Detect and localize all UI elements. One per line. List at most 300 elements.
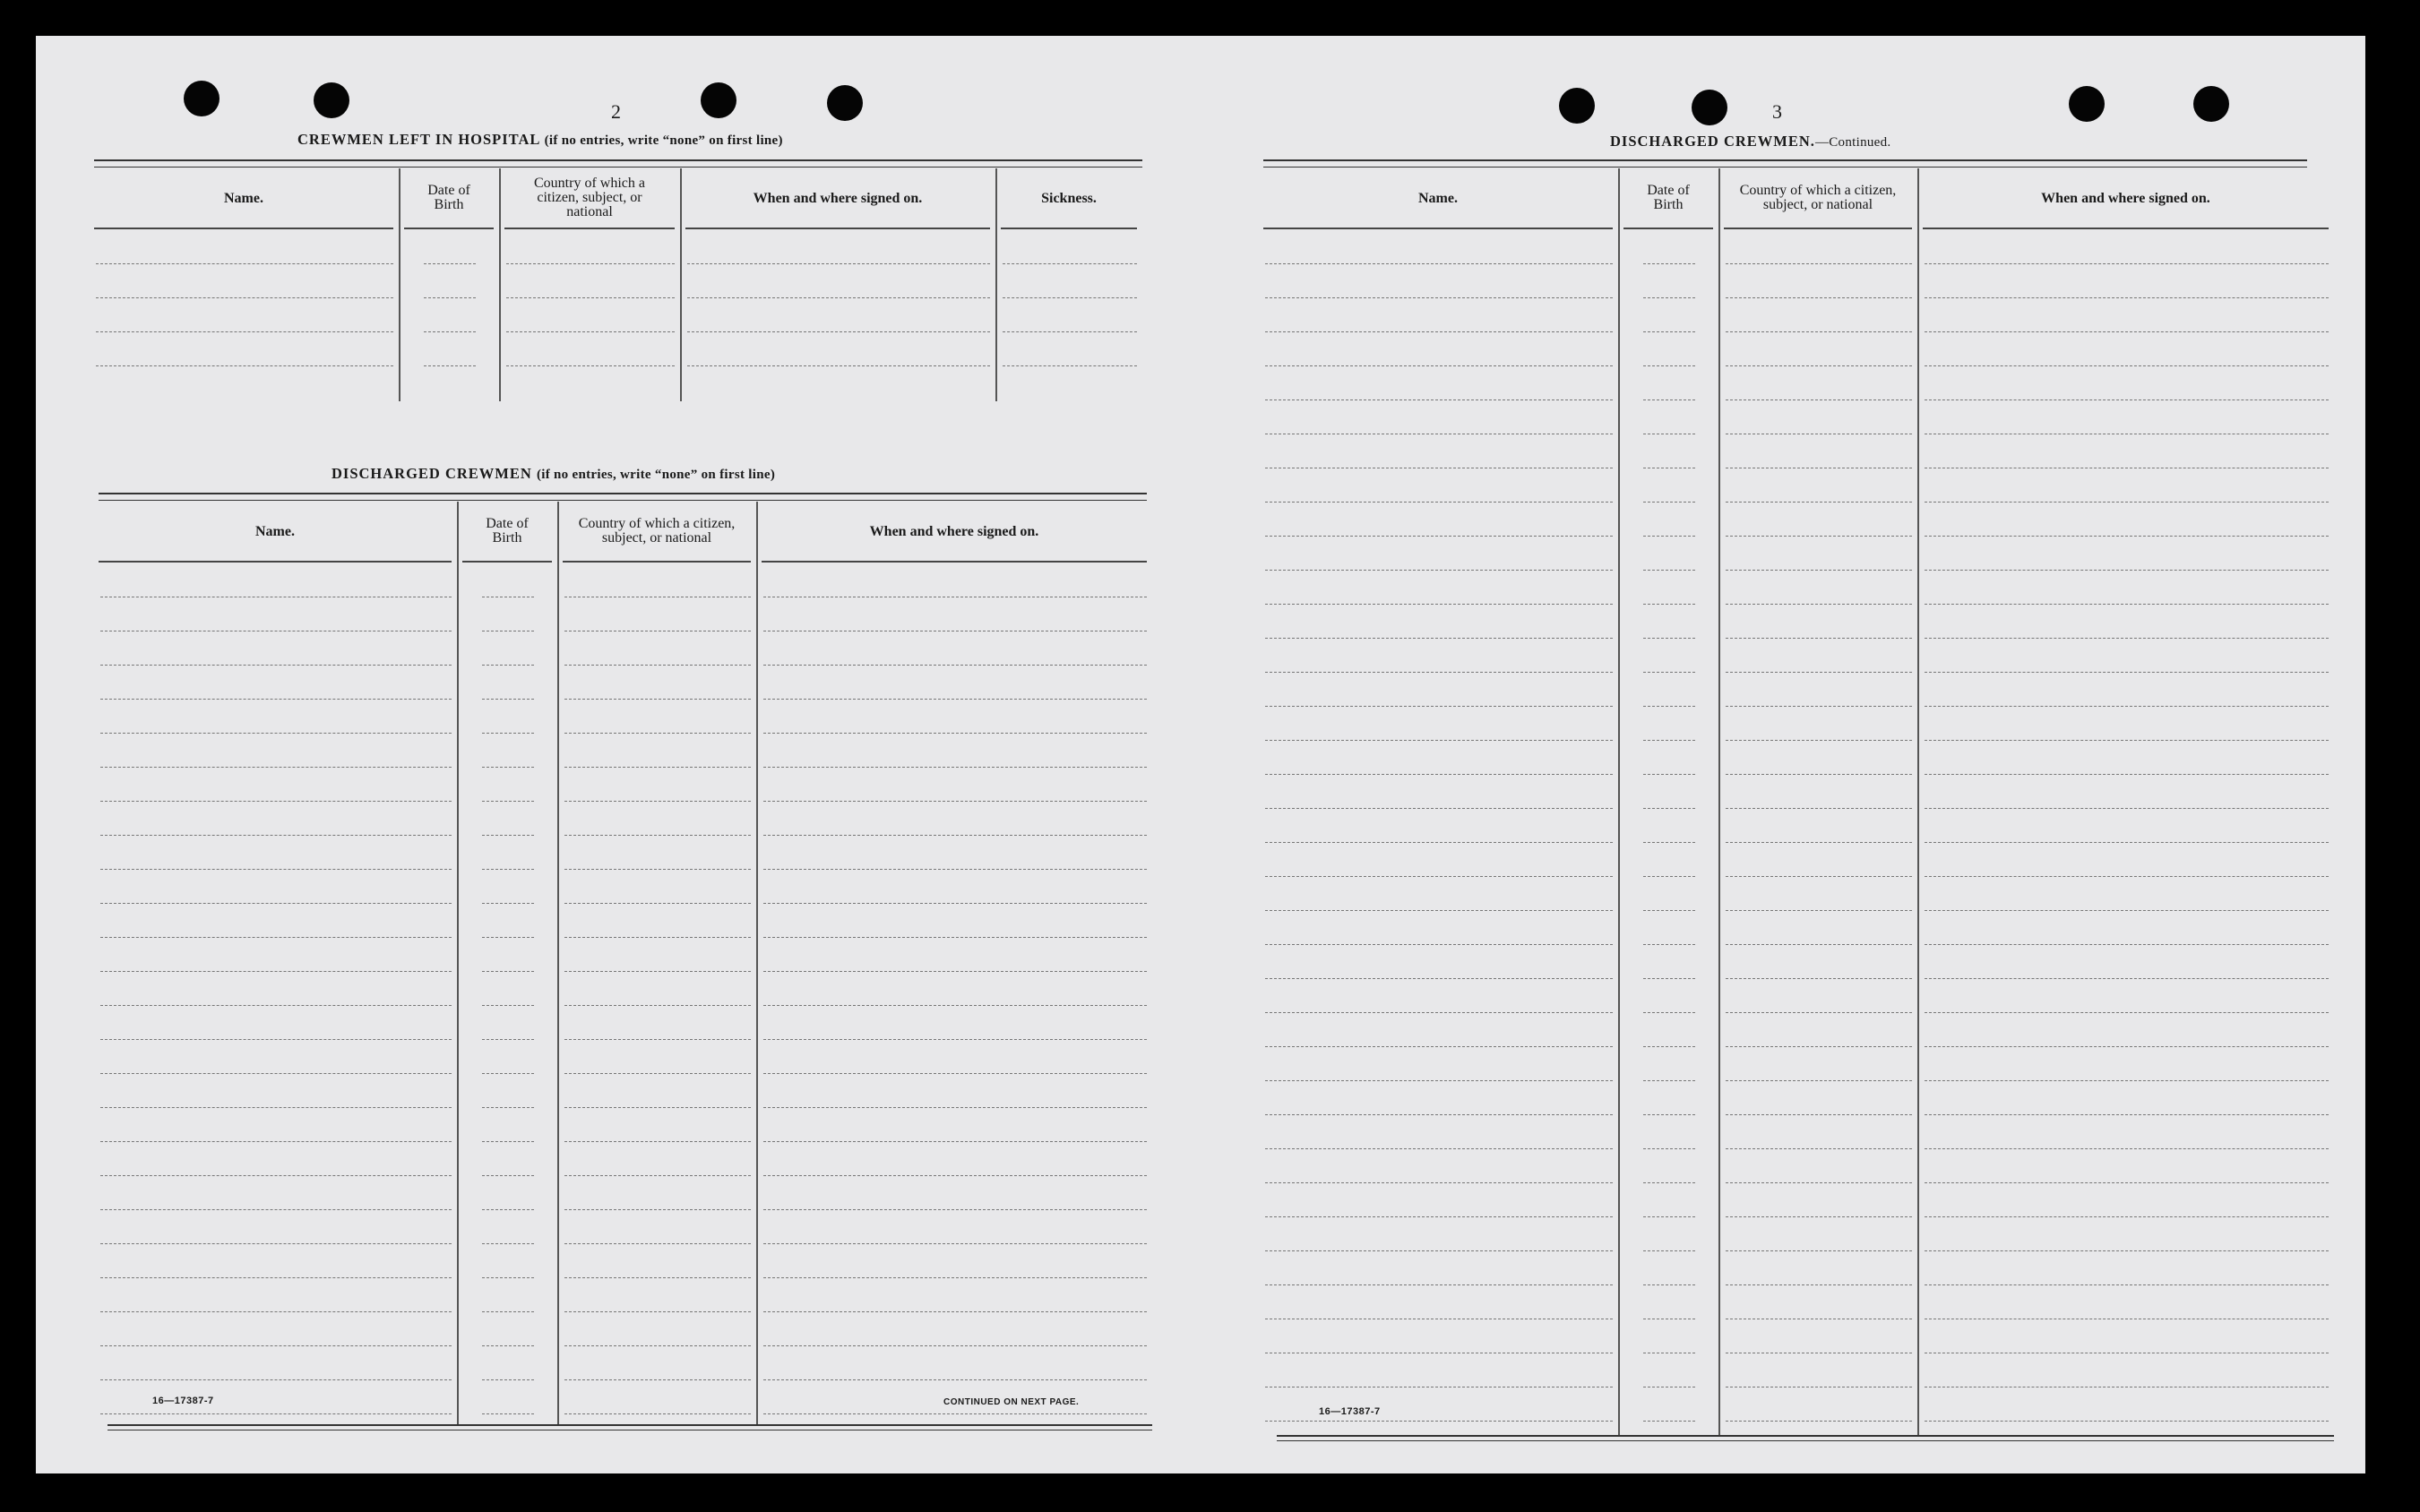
writing-line[interactable] [1643, 570, 1696, 571]
writing-line[interactable] [482, 1209, 535, 1210]
writing-line[interactable] [1643, 399, 1696, 400]
writing-line[interactable] [1726, 706, 1912, 707]
writing-line[interactable] [1726, 944, 1912, 945]
writing-line[interactable] [96, 263, 393, 264]
writing-line[interactable] [96, 331, 393, 332]
writing-line[interactable] [1003, 297, 1137, 298]
writing-line[interactable] [763, 1345, 1147, 1346]
writing-line[interactable] [1003, 365, 1137, 366]
writing-line[interactable] [1726, 297, 1912, 298]
writing-line[interactable] [687, 365, 990, 366]
writing-line[interactable] [1726, 672, 1912, 673]
writing-line[interactable] [1643, 1284, 1696, 1285]
writing-line[interactable] [1643, 842, 1696, 843]
writing-line[interactable] [1265, 331, 1613, 332]
writing-line[interactable] [96, 297, 393, 298]
writing-line[interactable] [506, 331, 675, 332]
punch-hole [701, 82, 736, 118]
writing-line[interactable] [1925, 944, 2329, 945]
writing-line[interactable] [482, 835, 535, 836]
writing-line[interactable] [564, 1209, 751, 1210]
writing-line[interactable] [1643, 536, 1696, 537]
writing-line[interactable] [564, 1243, 751, 1244]
discharged-section-title [332, 465, 775, 483]
punch-hole [1559, 88, 1595, 124]
writing-line[interactable] [1925, 672, 2329, 673]
writing-line[interactable] [564, 699, 751, 700]
writing-line[interactable] [1643, 1012, 1696, 1013]
writing-line[interactable] [564, 1175, 751, 1176]
writing-line[interactable] [96, 365, 393, 366]
writing-lines [1265, 229, 1613, 1435]
writing-line[interactable] [1726, 1216, 1912, 1217]
writing-line[interactable] [1643, 944, 1696, 945]
discharged-col-name [99, 502, 459, 1424]
writing-lines [564, 563, 751, 1424]
writing-line[interactable] [1265, 297, 1613, 298]
discharged-col-country [563, 502, 758, 1424]
discharged-cont-col-dob [1623, 168, 1720, 1435]
writing-line[interactable] [1265, 1148, 1613, 1149]
writing-line[interactable] [1643, 638, 1696, 639]
writing-line[interactable] [1925, 331, 2329, 332]
writing-line[interactable] [100, 903, 452, 904]
hospital-col-name [94, 168, 400, 401]
writing-line[interactable] [482, 665, 535, 666]
writing-line[interactable] [763, 1209, 1147, 1210]
writing-line[interactable] [1265, 604, 1613, 605]
writing-lines [1726, 229, 1912, 1435]
hospital-title-text: CREWMEN LEFT IN HOSPITAL [297, 131, 540, 148]
writing-line[interactable] [1726, 740, 1912, 741]
writing-line[interactable] [1265, 1182, 1613, 1183]
writing-line[interactable] [1265, 1046, 1613, 1047]
writing-line[interactable] [482, 971, 535, 972]
writing-line[interactable] [482, 1039, 535, 1040]
punch-hole [184, 81, 220, 116]
writing-line[interactable] [1643, 740, 1696, 741]
writing-line[interactable] [1726, 808, 1912, 809]
writing-line[interactable] [1265, 365, 1613, 366]
writing-line[interactable] [1265, 1114, 1613, 1115]
writing-line[interactable] [1726, 1284, 1912, 1285]
writing-line[interactable] [1265, 570, 1613, 571]
writing-line[interactable] [1925, 842, 2329, 843]
writing-line[interactable] [564, 1311, 751, 1312]
writing-line[interactable] [100, 733, 452, 734]
writing-line[interactable] [1726, 502, 1912, 503]
writing-line[interactable] [1643, 876, 1696, 877]
writing-line[interactable] [1643, 1250, 1696, 1251]
writing-line[interactable] [506, 263, 675, 264]
writing-line[interactable] [564, 1379, 751, 1380]
writing-line[interactable] [1925, 1114, 2329, 1115]
writing-line[interactable] [100, 835, 452, 836]
hospital-col-dob-header: Date of Birth [404, 168, 494, 229]
writing-line[interactable] [1643, 1148, 1696, 1149]
writing-line[interactable] [1265, 910, 1613, 911]
writing-line[interactable] [100, 767, 452, 768]
writing-line[interactable] [763, 835, 1147, 836]
writing-line[interactable] [1265, 672, 1613, 673]
writing-line[interactable] [100, 1039, 452, 1040]
writing-line[interactable] [482, 733, 535, 734]
writing-line[interactable] [763, 1175, 1147, 1176]
writing-line[interactable] [1643, 672, 1696, 673]
writing-line[interactable] [1265, 740, 1613, 741]
writing-line[interactable] [424, 297, 477, 298]
writing-line[interactable] [1643, 1421, 1696, 1422]
writing-line[interactable] [564, 869, 751, 870]
discharged-table-left [99, 502, 1152, 1424]
writing-lines [96, 229, 393, 401]
punch-hole [1692, 90, 1727, 125]
hospital-instruction: (if no entries, write “none” on first line) [544, 133, 783, 148]
hospital-col-sickness-header: Sickness. [1001, 168, 1137, 229]
writing-line[interactable] [1925, 263, 2329, 264]
discharged-col-signed-header: When and where signed on. [762, 502, 1147, 563]
discharged-cont-col-dob-header: Date of Birth [1623, 168, 1713, 229]
writing-lines [100, 563, 452, 1424]
writing-line[interactable] [1726, 978, 1912, 979]
hospital-section-title [297, 131, 783, 149]
discharged-continued-title [1610, 133, 1891, 150]
writing-line[interactable] [1265, 808, 1613, 809]
writing-lines [687, 229, 990, 401]
writing-line[interactable] [564, 1413, 751, 1414]
discharged-col-country-header: Country of which a citizen, subject, or national [563, 502, 751, 563]
discharged-col-name-header: Name. [99, 502, 452, 563]
writing-line[interactable] [506, 365, 675, 366]
writing-line[interactable] [482, 1379, 535, 1380]
writing-lines [1003, 229, 1137, 401]
writing-line[interactable] [1265, 1216, 1613, 1217]
discharged-col-dob-header: Date of Birth [462, 502, 552, 563]
writing-line[interactable] [1925, 1182, 2329, 1183]
writing-line[interactable] [424, 263, 477, 264]
writing-line[interactable] [1643, 910, 1696, 911]
writing-line[interactable] [763, 1141, 1147, 1142]
writing-line[interactable] [100, 937, 452, 938]
writing-line[interactable] [564, 1005, 751, 1006]
discharged-continued-title-text: DISCHARGED CREWMEN. [1610, 133, 1815, 150]
writing-line[interactable] [482, 869, 535, 870]
writing-line[interactable] [763, 1073, 1147, 1074]
discharged-cont-col-signed-header: When and where signed on. [1923, 168, 2329, 229]
writing-line[interactable] [100, 801, 452, 802]
writing-line[interactable] [1726, 365, 1912, 366]
discharged-continued-header-rule [1263, 159, 2307, 168]
writing-line[interactable] [1265, 1250, 1613, 1251]
writing-line[interactable] [100, 1005, 452, 1006]
writing-line[interactable] [763, 699, 1147, 700]
writing-line[interactable] [763, 1107, 1147, 1108]
writing-line[interactable] [1643, 808, 1696, 809]
writing-line[interactable] [100, 665, 452, 666]
writing-line[interactable] [1265, 1421, 1613, 1422]
writing-line[interactable] [1003, 331, 1137, 332]
writing-line[interactable] [482, 937, 535, 938]
writing-line[interactable] [482, 699, 535, 700]
writing-line[interactable] [1265, 842, 1613, 843]
writing-line[interactable] [1925, 1148, 2329, 1149]
writing-lines [1925, 229, 2329, 1435]
discharged-bottom-rule-left [108, 1424, 1152, 1430]
writing-line[interactable] [763, 1005, 1147, 1006]
discharged-header-rule [99, 493, 1147, 501]
writing-line[interactable] [564, 835, 751, 836]
discharged-table-right [1263, 168, 2334, 1435]
writing-line[interactable] [1265, 1284, 1613, 1285]
writing-line[interactable] [424, 365, 477, 366]
writing-line[interactable] [1925, 536, 2329, 537]
hospital-header-rule [94, 159, 1142, 168]
writing-line[interactable] [100, 1413, 452, 1414]
writing-lines [763, 563, 1147, 1424]
writing-line[interactable] [1643, 1182, 1696, 1183]
writing-line[interactable] [763, 665, 1147, 666]
punch-hole [314, 82, 349, 118]
writing-line[interactable] [1925, 1080, 2329, 1081]
writing-line[interactable] [1925, 1284, 2329, 1285]
writing-line[interactable] [100, 699, 452, 700]
form-sheet [36, 36, 2365, 1473]
discharged-col-signed [762, 502, 1152, 1424]
writing-line[interactable] [1726, 1046, 1912, 1047]
discharged-cont-col-signed [1923, 168, 2334, 1435]
writing-line[interactable] [100, 1209, 452, 1210]
writing-line[interactable] [482, 903, 535, 904]
punch-hole [2193, 86, 2229, 122]
hospital-col-country-header: Country of which a citizen, subject, or national [504, 168, 675, 229]
page-number-left: 2 [611, 100, 621, 123]
writing-line[interactable] [1643, 331, 1696, 332]
writing-line[interactable] [100, 1243, 452, 1244]
writing-line[interactable] [564, 767, 751, 768]
writing-line[interactable] [506, 297, 675, 298]
writing-line[interactable] [1643, 1216, 1696, 1217]
writing-line[interactable] [564, 1277, 751, 1278]
writing-line[interactable] [763, 801, 1147, 802]
writing-line[interactable] [1643, 774, 1696, 775]
writing-line[interactable] [1925, 1046, 2329, 1047]
writing-line[interactable] [763, 1311, 1147, 1312]
writing-line[interactable] [1726, 536, 1912, 537]
hospital-col-dob [404, 168, 501, 401]
writing-line[interactable] [100, 1311, 452, 1312]
writing-line[interactable] [1726, 774, 1912, 775]
writing-lines [406, 229, 494, 401]
page-number-right: 3 [1772, 100, 1782, 123]
writing-line[interactable] [1925, 808, 2329, 809]
writing-line[interactable] [1726, 1080, 1912, 1081]
writing-line[interactable] [1265, 263, 1613, 264]
writing-line[interactable] [1726, 263, 1912, 264]
hospital-col-signed [685, 168, 997, 401]
writing-line[interactable] [564, 971, 751, 972]
discharged-instruction: (if no entries, write “none” on first line) [536, 468, 776, 482]
writing-line[interactable] [763, 1243, 1147, 1244]
writing-line[interactable] [482, 801, 535, 802]
writing-line[interactable] [1925, 774, 2329, 775]
writing-line[interactable] [763, 869, 1147, 870]
writing-line[interactable] [564, 1141, 751, 1142]
writing-line[interactable] [482, 1243, 535, 1244]
writing-line[interactable] [1726, 1148, 1912, 1149]
writing-line[interactable] [687, 331, 990, 332]
writing-line[interactable] [100, 1107, 452, 1108]
writing-line[interactable] [564, 937, 751, 938]
writing-line[interactable] [482, 767, 535, 768]
writing-line[interactable] [1925, 978, 2329, 979]
writing-line[interactable] [1265, 774, 1613, 775]
writing-line[interactable] [100, 1073, 452, 1074]
writing-line[interactable] [482, 1277, 535, 1278]
form-number-left: 16—17387-7 [152, 1396, 214, 1406]
writing-line[interactable] [1925, 297, 2329, 298]
writing-line[interactable] [1265, 399, 1613, 400]
writing-line[interactable] [1003, 263, 1137, 264]
writing-line[interactable] [482, 1311, 535, 1312]
writing-line[interactable] [763, 733, 1147, 734]
writing-line[interactable] [1726, 1421, 1912, 1422]
writing-line[interactable] [763, 937, 1147, 938]
writing-line[interactable] [564, 1345, 751, 1346]
writing-line[interactable] [763, 971, 1147, 972]
punch-hole [2069, 86, 2105, 122]
discharged-cont-col-name-header: Name. [1263, 168, 1613, 229]
discharged-bottom-rule-right [1277, 1435, 2334, 1441]
writing-line[interactable] [1925, 876, 2329, 877]
writing-line[interactable] [1726, 842, 1912, 843]
writing-line[interactable] [687, 297, 990, 298]
writing-line[interactable] [1726, 910, 1912, 911]
writing-line[interactable] [1643, 365, 1696, 366]
writing-lines [506, 229, 675, 401]
writing-line[interactable] [564, 1039, 751, 1040]
writing-line[interactable] [1726, 399, 1912, 400]
writing-line[interactable] [1925, 1216, 2329, 1217]
writing-line[interactable] [564, 1107, 751, 1108]
writing-line[interactable] [1643, 706, 1696, 707]
writing-line[interactable] [1265, 944, 1613, 945]
writing-line[interactable] [1726, 1182, 1912, 1183]
writing-line[interactable] [482, 1073, 535, 1074]
punch-hole [827, 85, 863, 121]
writing-line[interactable] [564, 1073, 751, 1074]
writing-line[interactable] [1265, 706, 1613, 707]
writing-line[interactable] [1925, 910, 2329, 911]
writing-line[interactable] [1726, 1012, 1912, 1013]
writing-line[interactable] [1643, 1114, 1696, 1115]
writing-line[interactable] [1726, 1114, 1912, 1115]
writing-line[interactable] [1925, 706, 2329, 707]
writing-line[interactable] [1726, 638, 1912, 639]
writing-line[interactable] [1925, 570, 2329, 571]
writing-line[interactable] [763, 903, 1147, 904]
writing-line[interactable] [482, 1345, 535, 1346]
writing-line[interactable] [1925, 638, 2329, 639]
writing-line[interactable] [1265, 1012, 1613, 1013]
form-number-right: 16—17387-7 [1319, 1406, 1381, 1417]
discharged-cont-col-country-header: Country of which a citizen, subject, or national [1724, 168, 1912, 229]
writing-line[interactable] [1265, 638, 1613, 639]
writing-line[interactable] [1726, 331, 1912, 332]
writing-line[interactable] [763, 1413, 1147, 1414]
writing-lines [1625, 229, 1713, 1435]
writing-line[interactable] [100, 1277, 452, 1278]
writing-line[interactable] [1925, 399, 2329, 400]
hospital-col-sickness [1001, 168, 1142, 401]
writing-line[interactable] [1726, 570, 1912, 571]
writing-line[interactable] [1643, 1046, 1696, 1047]
writing-line[interactable] [1265, 536, 1613, 537]
writing-line[interactable] [564, 665, 751, 666]
hospital-col-country [504, 168, 682, 401]
writing-line[interactable] [1726, 604, 1912, 605]
writing-line[interactable] [100, 1379, 452, 1380]
hospital-col-name-header: Name. [94, 168, 393, 229]
discharged-col-dob [462, 502, 559, 1424]
writing-line[interactable] [1925, 604, 2329, 605]
writing-line[interactable] [1925, 502, 2329, 503]
writing-line[interactable] [100, 971, 452, 972]
hospital-table [94, 168, 1142, 401]
writing-line[interactable] [100, 1345, 452, 1346]
writing-line[interactable] [1643, 297, 1696, 298]
writing-line[interactable] [763, 1039, 1147, 1040]
hospital-col-signed-header: When and where signed on. [685, 168, 990, 229]
writing-line[interactable] [1726, 1250, 1912, 1251]
writing-line[interactable] [1643, 1080, 1696, 1081]
writing-line[interactable] [1925, 1250, 2329, 1251]
writing-line[interactable] [1925, 740, 2329, 741]
writing-line[interactable] [1925, 365, 2329, 366]
writing-line[interactable] [564, 733, 751, 734]
writing-line[interactable] [482, 1175, 535, 1176]
writing-line[interactable] [1925, 1012, 2329, 1013]
writing-line[interactable] [1643, 604, 1696, 605]
writing-line[interactable] [564, 903, 751, 904]
writing-line[interactable] [482, 1413, 535, 1414]
writing-line[interactable] [763, 1277, 1147, 1278]
writing-line[interactable] [100, 1175, 452, 1176]
writing-line[interactable] [1925, 1421, 2329, 1422]
writing-line[interactable] [1643, 263, 1696, 264]
writing-line[interactable] [1265, 876, 1613, 877]
writing-line[interactable] [100, 1141, 452, 1142]
writing-line[interactable] [1643, 502, 1696, 503]
writing-lines [464, 563, 552, 1424]
writing-line[interactable] [482, 1005, 535, 1006]
writing-line[interactable] [1726, 876, 1912, 877]
writing-line[interactable] [1643, 978, 1696, 979]
writing-line[interactable] [1265, 502, 1613, 503]
writing-line[interactable] [100, 869, 452, 870]
writing-line[interactable] [763, 767, 1147, 768]
writing-line[interactable] [687, 263, 990, 264]
discharged-continued-suffix: —Continued. [1814, 135, 1891, 150]
writing-line[interactable] [763, 1379, 1147, 1380]
writing-line[interactable] [424, 331, 477, 332]
discharged-cont-col-country [1724, 168, 1919, 1435]
writing-line[interactable] [482, 1107, 535, 1108]
writing-line[interactable] [482, 1141, 535, 1142]
writing-line[interactable] [1265, 1080, 1613, 1081]
writing-line[interactable] [564, 801, 751, 802]
writing-line[interactable] [1265, 978, 1613, 979]
discharged-cont-col-name [1263, 168, 1620, 1435]
